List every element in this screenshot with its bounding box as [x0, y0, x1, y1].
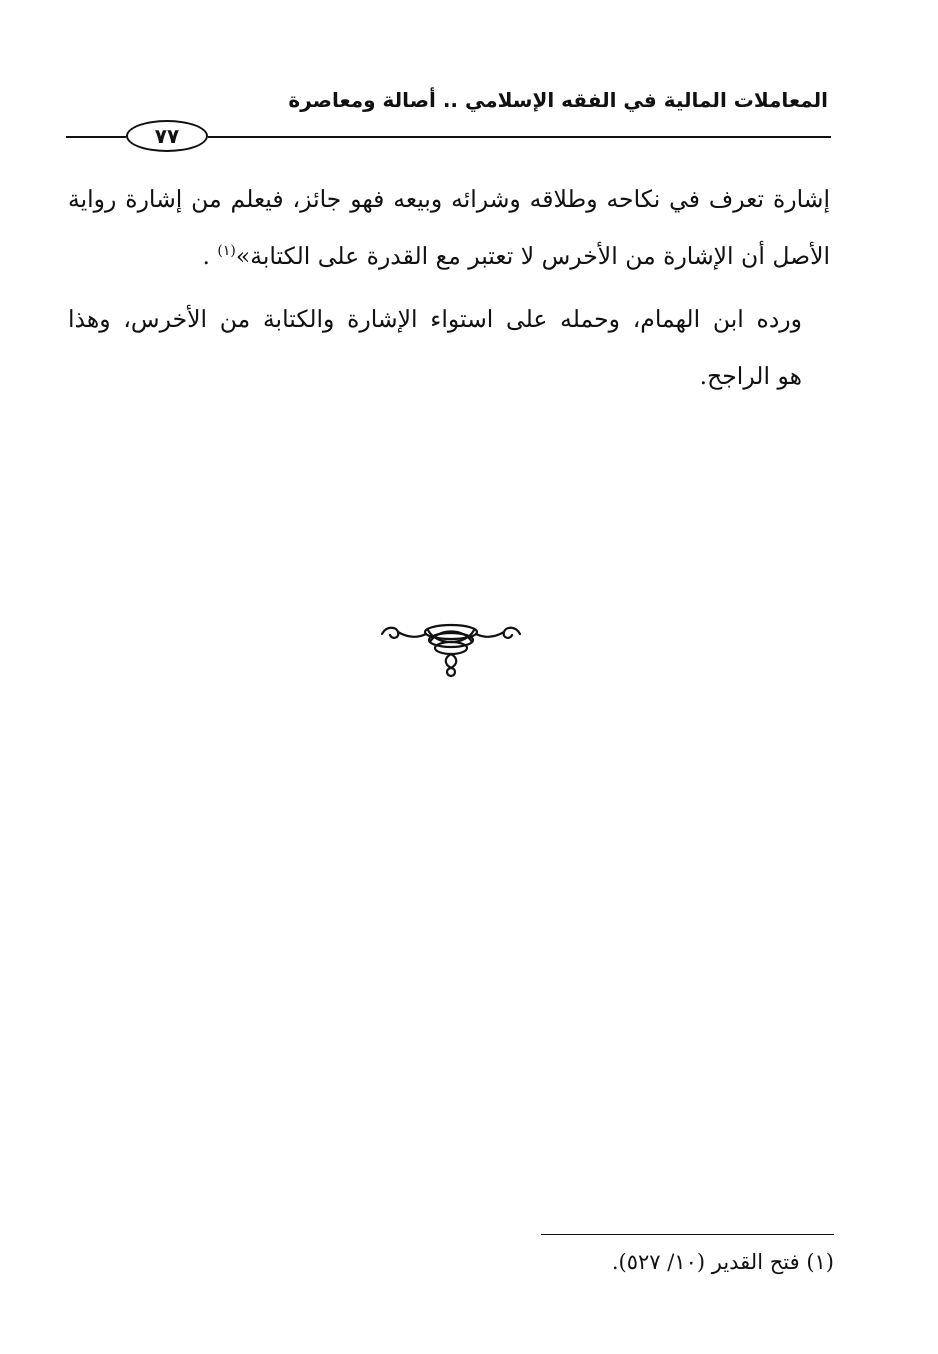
paragraph-1-line-2: [68, 228, 830, 285]
header-rule-left: [66, 136, 126, 138]
paragraph-2-line-1: ورده ابن الهمام، وحمله على استواء الإشارة والكتابة من الأخرس، وهذا: [68, 305, 802, 333]
footnote-rule: [541, 1234, 834, 1235]
paragraph-2-line-2: هو الراجح.: [699, 362, 802, 390]
running-header-title: المعاملات المالية في الفقه الإسلامي .. أصالة ومعاصرة: [288, 88, 828, 112]
paragraph-1-line-1: إشارة تعرف في نكاحه وطلاقه وشرائه وبيعه فهو جائز، فيعلم من إشارة رواية: [68, 185, 830, 213]
paragraph-1: [68, 171, 830, 285]
paragraph-2: [68, 291, 830, 405]
footnote-1: (١) فتح القدير (١٠/ ٥٢٧).: [611, 1250, 834, 1274]
header-rule-right: [208, 136, 831, 138]
paragraph-1-line-2-end: .: [202, 242, 210, 270]
floral-ornament-icon: [378, 616, 524, 678]
footnote-reference: (١): [217, 243, 236, 260]
page-number: ٧٧: [126, 120, 208, 152]
paragraph-1-line-2-text: الأصل أن الإشارة من الأخرس لا تعتبر مع القدرة على الكتابة»: [235, 242, 830, 270]
